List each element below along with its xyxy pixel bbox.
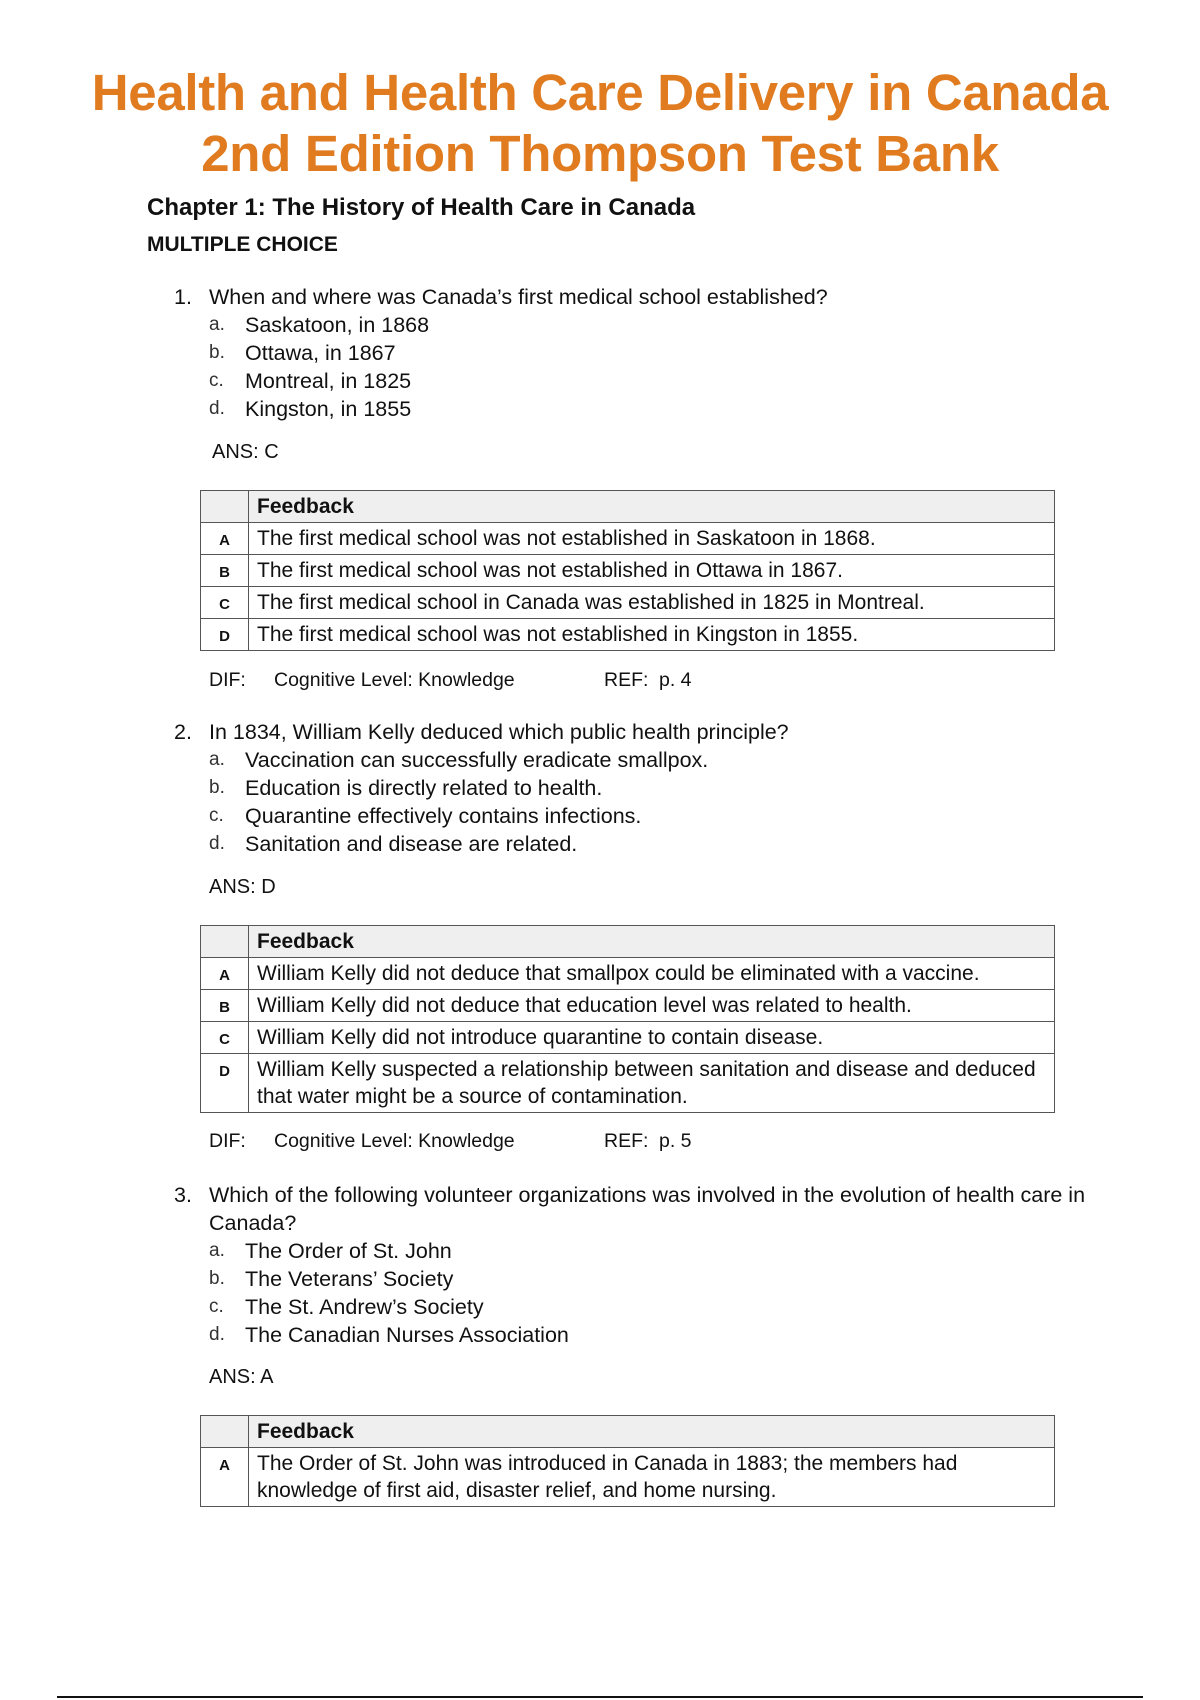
footer-rule [57,1696,1143,1698]
table-row: A The first medical school was not established in Saskatoon in 1868. [201,523,1055,555]
ref-value: p. 4 [659,669,692,691]
table-row: A The Order of St. John was introduced in Canada in 1883; the members had knowledge of first aid, disaster relief, and home nursing. [201,1448,1055,1507]
question-number: 2. [174,720,192,744]
section-heading: MULTIPLE CHOICE [147,233,338,256]
option-c: c. Quarantine effectively contains infections. [209,804,642,828]
option-b: b. The Veterans’ Society [209,1267,454,1291]
question-3 [174,1181,1134,1349]
feedback-corner-cell [201,1416,249,1448]
chapter-heading: Chapter 1: The History of Health Care in Canada [147,194,696,221]
feedback-header: Feedback [249,1416,1055,1448]
title-line-2: 2nd Edition Thompson Test Bank [201,125,999,182]
feedback-header-row [201,926,1055,958]
title-line-1: Health and Health Care Delivery in Canada [91,64,1109,121]
table-row: D The first medical school was not established in Kingston in 1855. [201,619,1055,651]
question-number: 3. [174,1183,192,1207]
ref-value: p. 5 [659,1130,692,1152]
option-d: d. Kingston, in 1855 [209,397,412,421]
question-meta [209,669,692,692]
question-stem: When and where was Canada’s first medical school established? [209,285,828,309]
feedback-header-row [201,491,1055,523]
table-row: A William Kelly did not deduce that smallpox could be eliminated with a vaccine. [201,958,1055,990]
table-row: B The first medical school was not established in Ottawa in 1867. [201,555,1055,587]
option-list [174,311,1134,423]
dif-value: Cognitive Level: Knowledge [274,1130,515,1152]
question-stem: In 1834, William Kelly deduced which public health principle? [209,720,789,744]
ref-label: REF: [604,669,649,691]
option-a: a. Saskatoon, in 1868 [209,313,430,337]
question-stem: Which of the following volunteer organizations was involved in the evolution of health care in Canada? [209,1183,1086,1235]
table-row: C The first medical school in Canada was established in 1825 in Montreal. [201,587,1055,619]
table-row: C William Kelly did not introduce quarantine to contain disease. [201,1022,1055,1054]
answer-key: ANS: A [209,1366,274,1388]
option-a: a. Vaccination can successfully eradicate smallpox. [209,748,709,772]
feedback-header: Feedback [249,926,1055,958]
question-number: 1. [174,285,192,309]
question-2 [174,718,1134,858]
feedback-header: Feedback [249,491,1055,523]
feedback-table [200,1415,1055,1507]
feedback-corner-cell [201,926,249,958]
table-row: D William Kelly suspected a relationship between sanitation and disease and deduced that water might be a source of contamination. [201,1054,1055,1113]
option-d: d. Sanitation and disease are related. [209,832,578,856]
option-c: c. The St. Andrew’s Society [209,1295,484,1319]
option-d: d. The Canadian Nurses Association [209,1323,569,1347]
feedback-table [200,925,1055,1113]
question-1 [174,283,1134,423]
dif-value: Cognitive Level: Knowledge [274,669,515,691]
feedback-corner-cell [201,491,249,523]
question-meta [209,1130,692,1153]
feedback-header-row [201,1416,1055,1448]
dif-label: DIF: [209,1130,246,1152]
option-b: b. Education is directly related to health. [209,776,603,800]
answer-key: ANS: D [209,876,276,898]
feedback-table [200,490,1055,651]
option-list [174,746,1134,858]
option-a: a. The Order of St. John [209,1239,452,1263]
table-row: B William Kelly did not deduce that education level was related to health. [201,990,1055,1022]
document-title [0,62,1200,184]
option-list [174,1237,1134,1349]
answer-key: ANS: C [212,441,279,463]
ref-label: REF: [604,1130,649,1152]
option-c: c. Montreal, in 1825 [209,369,412,393]
dif-label: DIF: [209,669,246,691]
option-b: b. Ottawa, in 1867 [209,341,396,365]
